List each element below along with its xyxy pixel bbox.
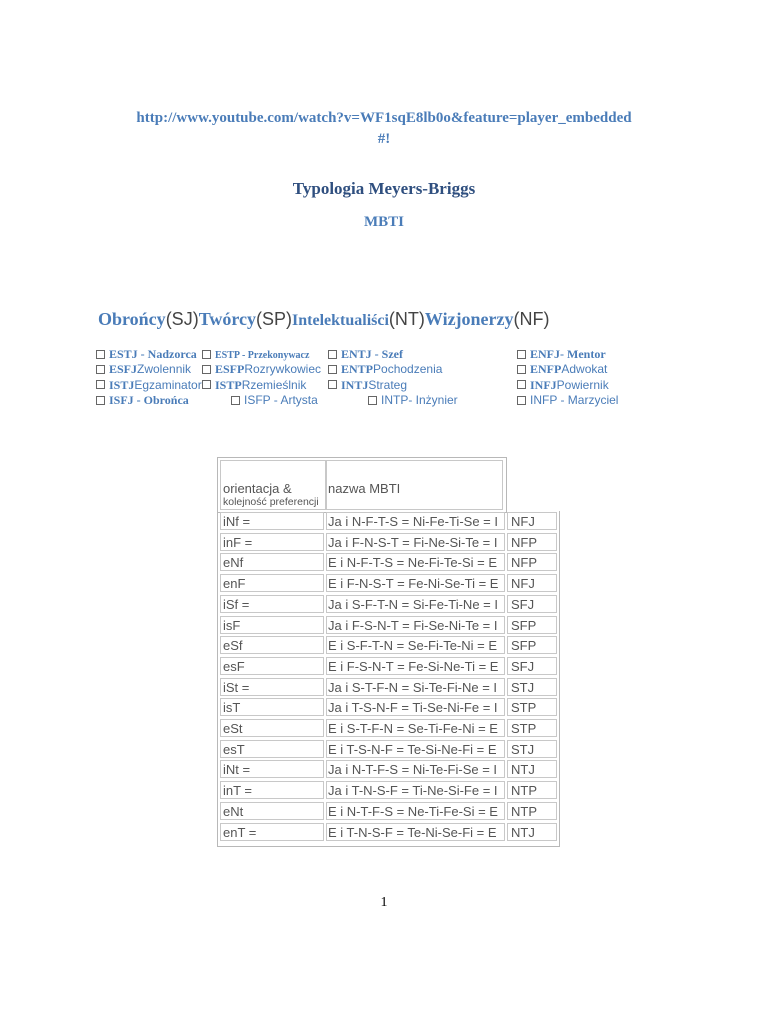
group-name-tworcy: Twórcy: [198, 309, 257, 329]
list-item: ESFJZwolennik: [96, 362, 202, 377]
mbti-type-cell: [507, 553, 557, 571]
group-name-intelektualisci: Intelektualiści: [292, 312, 389, 329]
list-item: INTJStrateg: [328, 378, 458, 393]
checkbox-icon: [231, 396, 240, 405]
document-title: Typologia Meyers-Briggs: [292, 179, 476, 198]
mbti-formula-cell: Ja i F-S-N-T = Fi-Se-Ni-Te = I: [326, 616, 505, 634]
orientation-cell: eNt: [220, 802, 324, 820]
youtube-link-text-cont[interactable]: #!: [377, 131, 391, 147]
types-column-sj: [96, 347, 202, 408]
list-item: ENTPPochodzenia: [328, 362, 458, 377]
checkbox-icon: [202, 365, 211, 374]
types-column-nt: [328, 347, 458, 408]
list-item: ENFJ- Mentor: [517, 347, 618, 362]
mbti-type-suffix: SFP: [511, 617, 537, 633]
mbti-formula-cell: E i S-F-T-N = Se-Fi-Te-Ni = E: [326, 636, 505, 654]
mbti-formula-cell: Ja i F-N-S-T = Fi-Ne-Si-Te = I: [326, 533, 505, 551]
mbti-formula-cell: E i N-F-T-S = Ne-Fi-Te-Si = E: [326, 553, 505, 571]
checkbox-icon: [517, 350, 526, 359]
table-row: [218, 594, 559, 615]
list-item: ENTJ - Szef: [328, 347, 458, 362]
orientation-cell: iSf =: [220, 595, 324, 613]
checkbox-icon: [202, 380, 211, 389]
list-item: ISTJEgzaminator: [96, 378, 202, 393]
orientation-cell: inF =: [220, 533, 324, 551]
mbti-type-cell: [507, 760, 557, 778]
mbti-type-cell: [507, 574, 557, 592]
list-item: ISFJ - Obrońca: [96, 393, 202, 408]
checkbox-icon: [517, 365, 526, 374]
table-row: [218, 635, 559, 656]
temperament-groups: [98, 309, 550, 330]
list-item: ENFPAdwokat: [517, 362, 618, 377]
table-row: [218, 677, 559, 698]
mbti-type-suffix: NFP: [511, 555, 537, 571]
list-item: ESTP - Przekonywacz: [202, 347, 321, 362]
mbti-type-cell: [507, 512, 557, 530]
mbti-type-cell: [507, 533, 557, 551]
mbti-type-suffix: SFJ: [511, 596, 535, 612]
checkbox-icon: [96, 350, 105, 359]
mbti-type-cell: [507, 678, 557, 696]
checkbox-icon: [328, 380, 337, 389]
table-row: [218, 718, 559, 739]
mbti-formula-cell: E i T-N-S-F = Te-Ni-Se-Fi = E: [326, 823, 505, 841]
orientation-cell: iNt =: [220, 760, 324, 778]
orientation-cell: iNf =: [220, 512, 324, 530]
document-subtitle: MBTI: [363, 214, 404, 230]
orientation-cell: enT =: [220, 823, 324, 841]
group-name-obroncy: Obrońcy: [98, 309, 166, 329]
table-body: [217, 511, 560, 847]
list-item: ISTPRzemieślnik: [202, 378, 321, 393]
table-row: [218, 511, 559, 532]
youtube-link-text[interactable]: http://www.youtube.com/watch?v=WF1sqE8lb0o&feature=player_embedded: [136, 110, 632, 126]
list-item: ESTJ - Nadzorca: [96, 347, 202, 362]
group-code-nt: (NT): [388, 309, 425, 329]
mbti-type-cell: [507, 740, 557, 758]
mbti-type-cell: [507, 657, 557, 675]
checkbox-icon: [517, 396, 526, 405]
mbti-type-suffix: NFP: [511, 534, 537, 550]
mbti-type-suffix: NTJ: [511, 762, 535, 778]
mbti-formula-cell: Ja i N-F-T-S = Ni-Fe-Ti-Se = I: [326, 512, 505, 530]
mbti-type-suffix: STP: [511, 721, 537, 736]
table-row: [218, 552, 559, 573]
table-row: [218, 697, 559, 718]
youtube-link[interactable]: [0, 108, 768, 150]
mbti-type-cell: [507, 616, 557, 634]
list-item: INFJPowiernik: [517, 378, 618, 393]
mbti-type-suffix: SFP: [511, 638, 537, 654]
mbti-type-suffix: NFJ: [511, 514, 535, 529]
mbti-type-suffix: NFJ: [511, 576, 535, 592]
list-item: ESFPRozrywkowiec: [202, 362, 321, 377]
mbti-type-cell: [507, 781, 557, 799]
mbti-formula-cell: E i T-S-N-F = Te-Si-Ne-Fi = E: [326, 740, 505, 758]
list-item: INTP- Inżynier: [328, 393, 458, 408]
list-item: ISFP - Artysta: [202, 393, 321, 408]
mbti-formula-cell: Ja i N-T-F-S = Ni-Te-Fi-Se = I: [326, 760, 505, 778]
mbti-type-cell: [507, 636, 557, 654]
mbti-type-suffix: STP: [511, 700, 537, 716]
orientation-cell: eSf: [220, 636, 324, 654]
header-cell-orientation: orientacja & kolejność preferencji: [220, 460, 326, 510]
mbti-type-cell: [507, 698, 557, 716]
checkbox-icon: [96, 365, 105, 374]
table-row: [218, 656, 559, 677]
mbti-formula-cell: Ja i T-S-N-F = Ti-Se-Ni-Fe = I: [326, 698, 505, 716]
mbti-type-suffix: STJ: [511, 741, 535, 757]
orientation-cell: isT: [220, 698, 324, 716]
table-row: [218, 822, 559, 843]
mbti-type-cell: [507, 823, 557, 841]
table-row: [218, 532, 559, 553]
mbti-type-cell: [507, 595, 557, 613]
mbti-type-suffix: NTP: [511, 783, 537, 799]
orientation-cell: eNf: [220, 553, 324, 571]
mbti-type-cell: [507, 802, 557, 820]
list-item: INFP - Marzyciel: [517, 393, 618, 408]
orientation-cell: iSt =: [220, 678, 324, 696]
checkbox-icon: [202, 350, 211, 359]
mbti-table: [217, 457, 560, 847]
checkbox-icon: [96, 396, 105, 405]
mbti-type-suffix: NTJ: [511, 824, 535, 840]
checkbox-icon: [517, 380, 526, 389]
orientation-cell: inT =: [220, 781, 324, 799]
mbti-type-suffix: STJ: [511, 679, 535, 695]
orientation-cell: enF: [220, 574, 324, 592]
mbti-formula-cell: Ja i S-F-T-N = Si-Fe-Ti-Ne = I: [326, 595, 505, 613]
mbti-type-suffix: SFJ: [511, 658, 535, 674]
mbti-formula-cell: Ja i T-N-S-F = Ti-Ne-Si-Fe = I: [326, 781, 505, 799]
mbti-formula-cell: Ja i S-T-F-N = Si-Te-Fi-Ne = I: [326, 678, 505, 696]
orientation-cell: esT: [220, 740, 324, 758]
types-column-nf: [517, 347, 618, 408]
orientation-cell: eSt: [220, 719, 324, 737]
table-row: [218, 759, 559, 780]
checkbox-icon: [328, 365, 337, 374]
table-row: [218, 739, 559, 760]
group-code-nf: (NF): [513, 309, 550, 329]
mbti-formula-cell: E i F-N-S-T = Fe-Ni-Se-Ti = E: [326, 574, 505, 592]
orientation-cell: isF: [220, 616, 324, 634]
header-cell-mbti-name: nazwa MBTI: [326, 460, 503, 510]
types-column-sp: [202, 347, 321, 408]
table-row: [218, 615, 559, 636]
checkbox-icon: [96, 380, 105, 389]
mbti-type-suffix: NTP: [511, 803, 537, 819]
mbti-formula-cell: E i S-T-F-N = Se-Ti-Fe-Ni = E: [326, 719, 505, 737]
mbti-type-cell: [507, 719, 557, 737]
group-name-wizjonerzy: Wizjonerzy: [424, 309, 514, 329]
table-row: [218, 573, 559, 594]
table-row: [218, 801, 559, 822]
mbti-formula-cell: E i F-S-N-T = Fe-Si-Ne-Ti = E: [326, 657, 505, 675]
page-number: 1: [380, 895, 388, 910]
group-code-sp: (SP): [256, 309, 293, 329]
orientation-cell: esF: [220, 657, 324, 675]
mbti-formula-cell: E i N-T-F-S = Ne-Ti-Fe-Si = E: [326, 802, 505, 820]
table-header: [217, 457, 507, 513]
personality-types-list: [96, 347, 636, 411]
checkbox-icon: [328, 350, 337, 359]
table-row: [218, 780, 559, 801]
checkbox-icon: [368, 396, 377, 405]
group-code-sj: (SJ): [165, 309, 199, 329]
